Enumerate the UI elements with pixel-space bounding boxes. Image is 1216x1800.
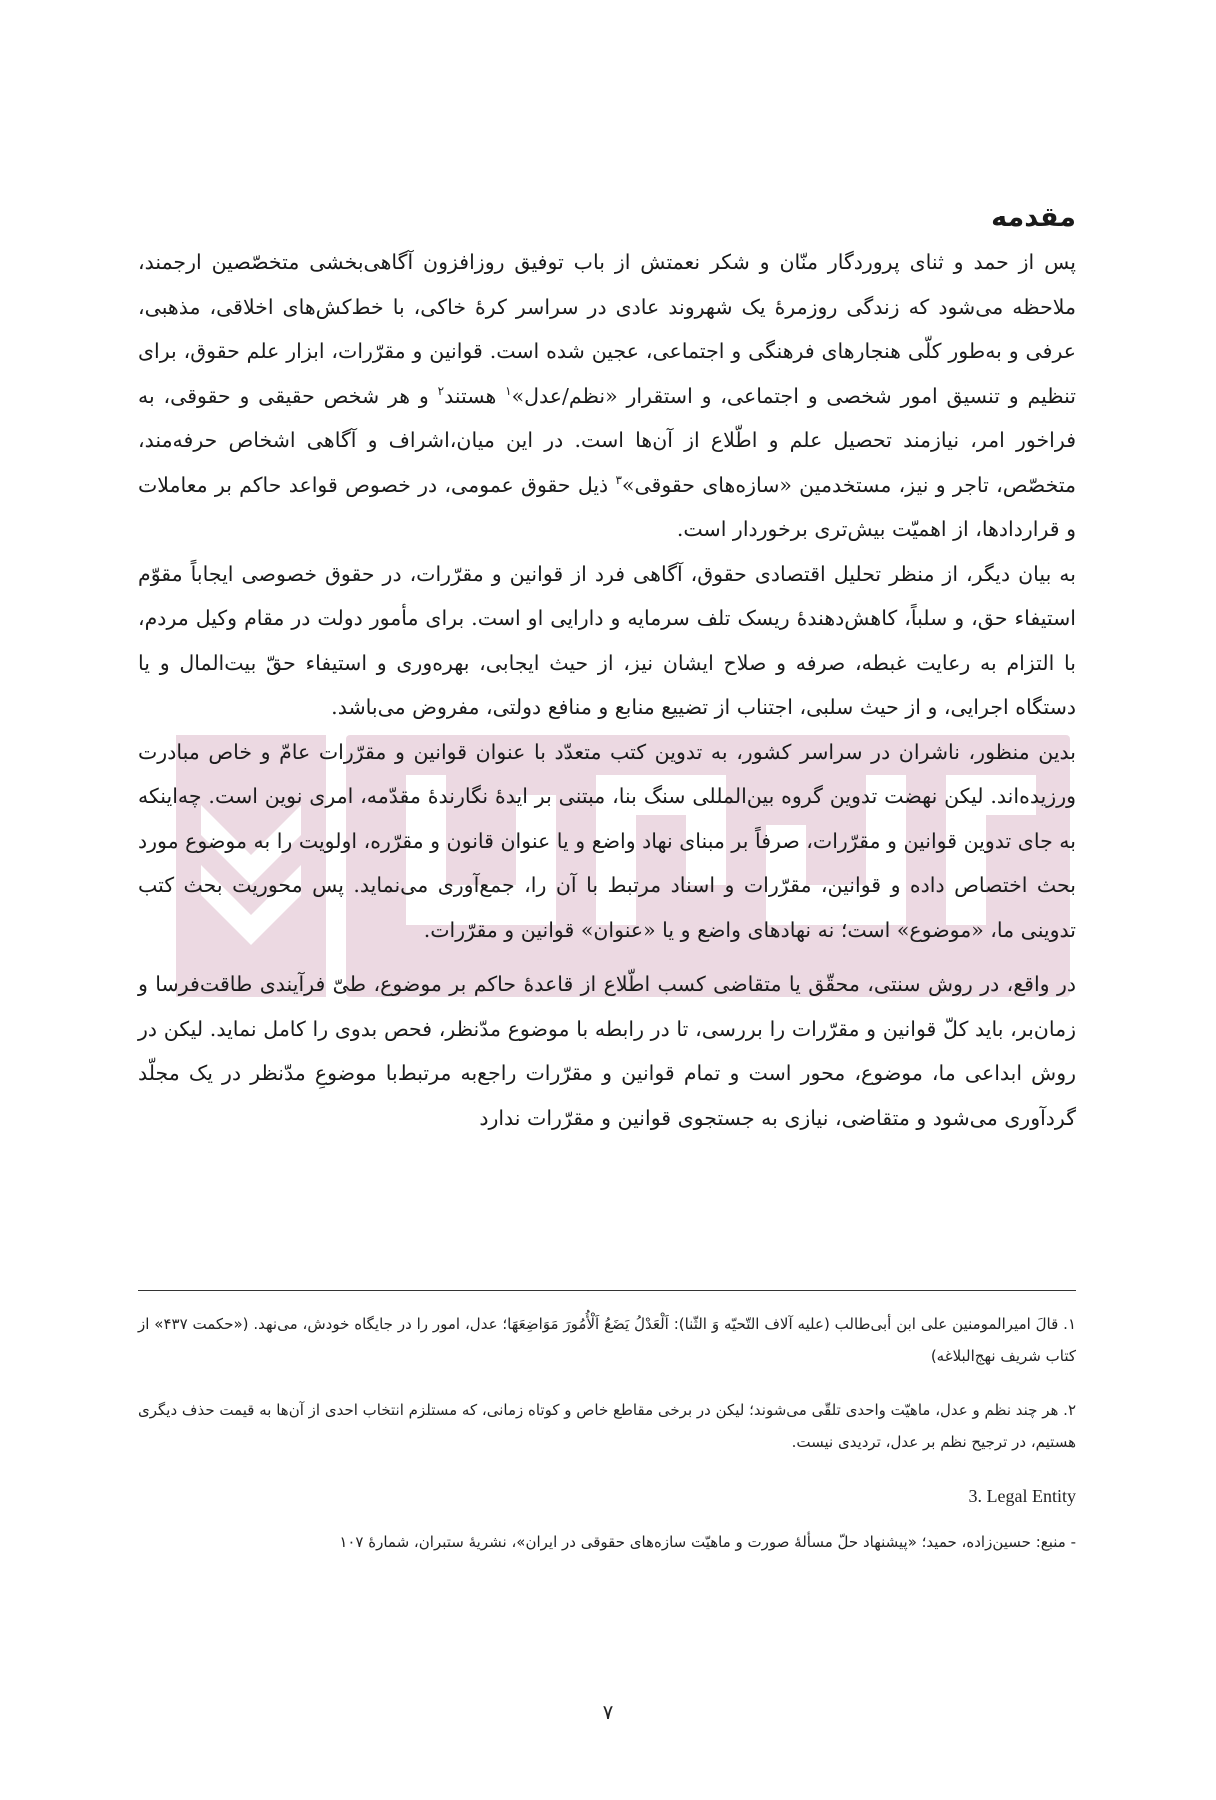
footnotes bbox=[138, 1308, 1076, 1558]
paragraph-4: در واقع، در روش سنتی، محقّق یا متقاضی کسب اطّلاع از قاعدهٔ حاکم بر موضوع، طیّ فرآیندی طاقت‌فرسا و زمان‌بر، باید کلّ قوانین و مقرّرات را بررسی، تا در رابطه با موضوع مدّنظر، فحص بدوی را کامل نماید. لیکن در روش ابداعی ما، موضوع، محور است و تمام قوانین و مقرّرات راجع‌به مرتبط‌با موضوعِ مدّنظر در یک مجلّد گردآوری می‌شود و متقاضی، نیازی به جستجوی قوانین و مقرّرات ندارد bbox=[138, 972, 1076, 1130]
main-content bbox=[138, 198, 1076, 1140]
footnote-ref-3: ۳ bbox=[615, 472, 622, 487]
paragraph-1-text: و هر شخص حقیقی و حقوقی، به فراخور امر، نیازمند تحصیل علم و اطّلاع از آن‌ها است. در این میان،اشراف و آگاهی اشخاص حرفه‌مند، متخصّص، تاجر و نیز، مستخدمین «سازه‌های حقوقی» bbox=[138, 383, 1076, 497]
section-heading: مقدمه bbox=[991, 202, 1076, 233]
page-number: ۷ bbox=[602, 1700, 614, 1724]
footnote-ref-1: ۱ bbox=[505, 383, 512, 398]
paragraph-3: بدین منظور، ناشران در سراسر کشور، به تدوین کتب متعدّد با عنوان قوانین و مقرّرات عامّ و خاص مبادرت ورزیده‌اند. لیکن نهضت تدوین گروه بین‌المللی سنگ بنا، مبتنی بر ایدهٔ نگارندهٔ مقدّمه، امری نوین است. چه‌اینکه به جای تدوین قوانین و مقرّرات، صرفاً بر مبنای نهاد واضع و یا عنوان قانون و مقرّره، اولویت را به موضوع مورد بحث اختصاص داده و قوانین، مقرّرات و اسناد مرتبط با آن را، جمع‌آوری می‌نماید. پس محوریت بحث کتب تدوینی ما، «موضوع» است؛ نه نهادهای واضع و یا «عنوان» قوانین و مقرّرات. bbox=[138, 739, 1076, 942]
footnote-ref-2: ۲ bbox=[437, 383, 445, 398]
paragraph-1-text: پس از حمد و ثنای پروردگار منّان و شکر نعمتش از باب توفیق روزافزون آگاهی‌بخشی متخصّصین ارجمند، ملاحظه می‌شود که زندگی روزمرهٔ یک شهروند عادی در سراسر کرهٔ خاکی، با خط‌کش‌های اخلاقی، مذهبی، عرفی و به‌طور کلّی هنجارهای فرهنگی و اجتماعی، عجین شده است. قوانین و مقرّرات، ابزار علم حقوق، برای تنظیم و تنسیق امور شخصی و اجتماعی، و استقرار «نظم/عدل» bbox=[138, 250, 1076, 408]
footnote-divider bbox=[138, 1290, 1076, 1291]
footnote-1: ۱. قالَ امیرالمومنین علی ابن أبی‌طالب (علیه آلاف التّحیّه وَ الثّنا): اَلْعَدْلُ یَضَعُ اَلْأُمُورَ مَوَاضِعَهَا؛ عدل، امور را در جایگاه خودش، می‌نهد. («حکمت ۴۳۷» از کتاب شریف نهج‌البلاغه) bbox=[138, 1315, 1077, 1365]
footnote-3: 3. Legal Entity bbox=[968, 1486, 1076, 1506]
footnote-2: ۲. هر چند نظم و عدل، ماهیّت واحدی تلقّی می‌شوند؛ لیکن در برخی مقاطع خاص و کوتاه زمانی، که مستلزم انتخاب احدی از آن‌ها به قیمت حذف دیگری هستیم، در ترجیح نظم بر عدل، تردیدی نیست. bbox=[137, 1401, 1076, 1451]
paragraph-1 bbox=[138, 240, 1076, 552]
paragraph-1-text: هستند bbox=[444, 383, 506, 408]
paragraph-1-text: ذیل حقوق عمومی، در خصوص قواعد حاکم بر معاملات و قراردادها، از اهمیّت بیش‌تری برخوردار است. bbox=[138, 472, 1076, 541]
paragraph-2: به بیان دیگر، از منظر تحلیل اقتصادی حقوق، آگاهی فرد از قوانین و مقرّرات، در حقوق خصوصی ایجاباً مقوّم استیفاء حق، و سلباً، کاهش‌دهندهٔ ریسک تلف سرمایه و دارایی او است. برای مأمور دولت در مقام وکیل مردم، با التزام به رعایت غبطه، صرفه و صلاح ایشان نیز، از حیث ایجابی، بهره‌وری و استیفاء حقّ بیت‌المال و یا دستگاه اجرایی، و از حیث سلبی، اجتناب از تضییع منابع و منافع دولتی، مفروض می‌باشد. bbox=[138, 561, 1076, 719]
footnote-source: - منبع: حسین‌زاده، حمید؛ «پیشنهاد حلّ مسألهٔ صورت و ماهیّت سازه‌های حقوقی در ایران»، نشریهٔ ستبران، شمارهٔ ۱۰۷ bbox=[339, 1533, 1076, 1551]
